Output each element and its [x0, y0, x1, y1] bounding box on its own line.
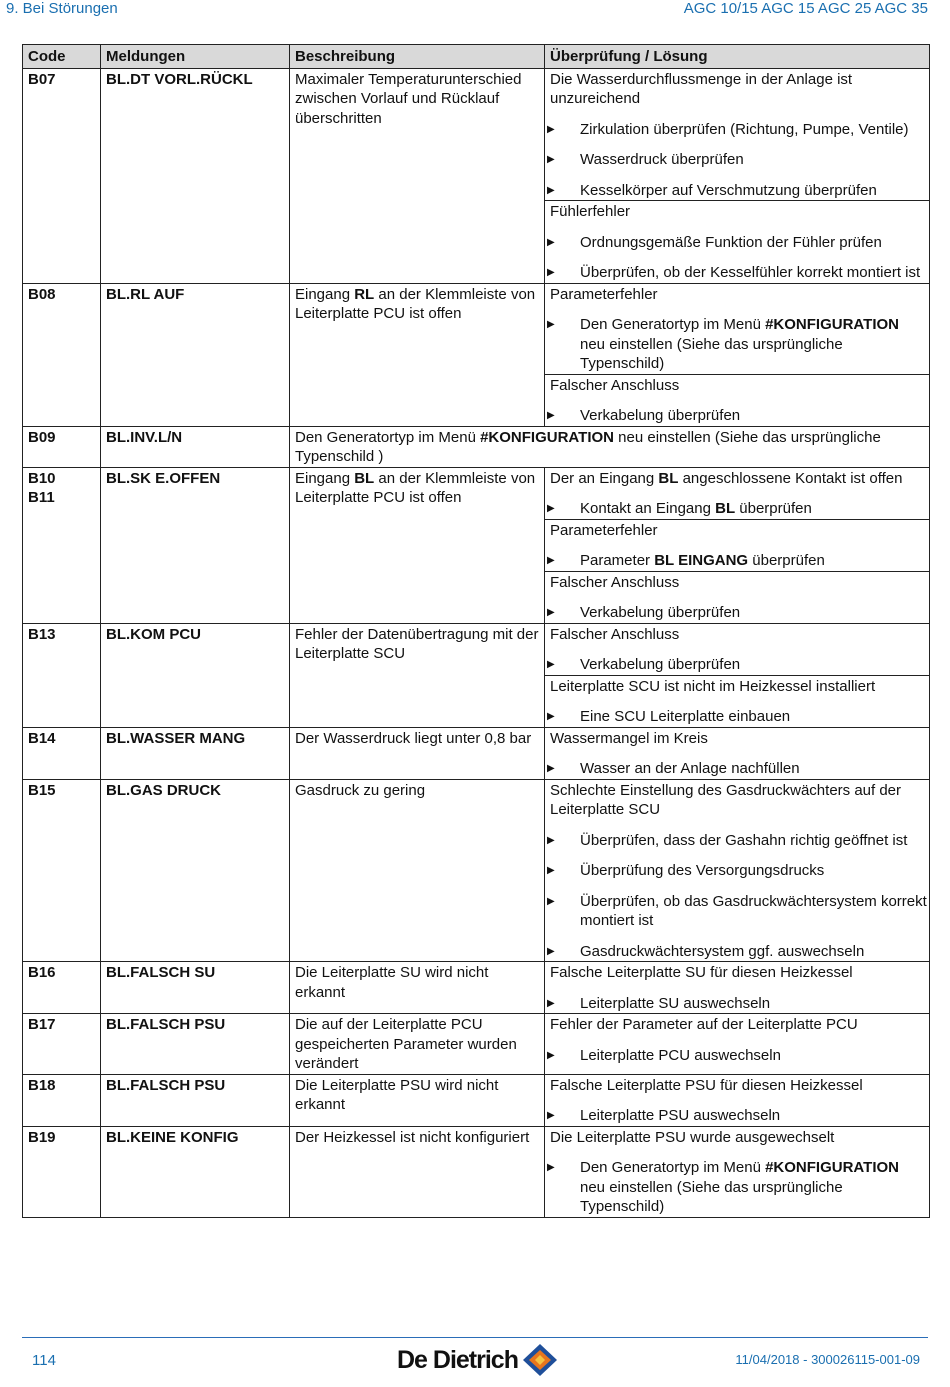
- solution-cell: [545, 1126, 930, 1217]
- arrow-bullet-icon: ▶: [547, 503, 555, 514]
- text-part: Parameter: [580, 552, 655, 569]
- table-row: [23, 1126, 930, 1217]
- arrow-bullet-icon: ▶: [547, 945, 555, 957]
- text-part: Den Generatortyp im Menü: [295, 428, 481, 446]
- list-item: [545, 263, 929, 283]
- solution-cell: [545, 68, 930, 283]
- keyword: RL: [354, 285, 375, 303]
- solution-cause: Schlechte Einstellung des Gasdruckwächters auf der Leiterplatte SCU: [550, 781, 902, 818]
- solution-cause: Falscher Anschluss: [545, 374, 929, 396]
- solution-cause: Fehler der Parameter auf der Leiterplatte PCU: [550, 1016, 858, 1033]
- page-number: 114: [32, 1352, 56, 1369]
- col-code-header: Code: [23, 45, 101, 69]
- arrow-bullet-icon: ▶: [547, 1162, 555, 1173]
- step-text: Wasser an der Anlage nachfüllen: [580, 760, 800, 777]
- list-item: [545, 551, 929, 571]
- arrow-bullet-icon: ▶: [547, 123, 555, 135]
- list-item: [545, 1158, 929, 1217]
- model-list: AGC 10/15 AGC 15 AGC 25 AGC 35: [683, 0, 928, 17]
- table-row: [23, 426, 930, 467]
- keyword: BL EINGANG: [654, 552, 749, 569]
- error-code: [23, 1074, 101, 1126]
- brand-name: De Dietrich: [397, 1345, 518, 1374]
- text-part: an der Klemmleiste von Leiterplatte PCU ist offen: [295, 285, 536, 322]
- code-text: B16: [28, 964, 56, 981]
- table-row: [23, 1014, 930, 1075]
- error-code: [23, 283, 101, 426]
- error-description: Der Wasserdruck liegt unter 0,8 bar: [290, 727, 545, 779]
- solution-block: [545, 780, 929, 962]
- code-text: B15: [28, 781, 56, 799]
- table-row: [23, 467, 930, 623]
- code-text: B09: [28, 428, 56, 446]
- text-part: neu einstellen (Siehe das ursprüngliche Typenschild): [580, 1178, 843, 1215]
- error-code: [23, 1014, 101, 1075]
- solution-steps: [545, 603, 929, 623]
- error-message: BL.WASSER MANG: [101, 727, 290, 779]
- text-part: überprüfen: [735, 500, 812, 517]
- solution-steps: [545, 831, 929, 962]
- list-item: [545, 707, 929, 727]
- list-item: [545, 994, 929, 1014]
- code-text: B10: [28, 469, 56, 487]
- keyword: #KONFIGURATION: [480, 428, 614, 446]
- list-item: [545, 315, 929, 374]
- solution-cell: [545, 467, 930, 623]
- list-item: [545, 1046, 929, 1066]
- step-text: Leiterplatte PSU auswechseln: [580, 1107, 781, 1124]
- solution-block: [545, 1075, 929, 1126]
- arrow-bullet-icon: ▶: [547, 184, 555, 196]
- solution-steps: [545, 1106, 929, 1126]
- step-text: Überprüfung des Versorgungsdrucks: [580, 862, 825, 879]
- solution-block: [545, 624, 929, 675]
- arrow-bullet-icon: ▶: [547, 895, 555, 907]
- step-text: [580, 552, 825, 569]
- solution-cell: [545, 779, 930, 962]
- list-item: [545, 406, 929, 426]
- table-header-row: [23, 45, 930, 69]
- error-table: [22, 44, 930, 1218]
- solution-block: [545, 69, 929, 201]
- arrow-bullet-icon: ▶: [547, 997, 555, 1009]
- arrow-bullet-icon: ▶: [547, 555, 555, 566]
- text-part: Der an Eingang: [550, 469, 659, 487]
- solution-block: [545, 519, 929, 571]
- text-part: angeschlossene Kontakt ist offen: [678, 469, 903, 487]
- document-reference: 11/04/2018 - 300026115-001-09: [735, 1352, 920, 1367]
- error-description: [290, 283, 545, 426]
- text-part: Den Generatortyp im Menü: [580, 1159, 766, 1176]
- footer-rule: [22, 1337, 928, 1338]
- keyword: BL: [658, 469, 679, 487]
- arrow-bullet-icon: ▶: [547, 834, 555, 846]
- error-code: [23, 68, 101, 283]
- solution-steps: [545, 1158, 929, 1217]
- text-part: Eingang: [295, 469, 355, 487]
- step-text: Zirkulation überprüfen (Richtung, Pumpe, Ventile): [580, 120, 909, 138]
- code-text: B08: [28, 285, 56, 303]
- arrow-bullet-icon: ▶: [547, 711, 555, 722]
- solution-cause: Die Leiterplatte PSU wurde ausgewechselt: [550, 1128, 835, 1146]
- error-code: [23, 467, 101, 623]
- solution-block: [545, 728, 929, 779]
- step-text: Verkabelung überprüfen: [580, 407, 741, 424]
- list-item: [545, 892, 929, 931]
- table-row: [23, 68, 930, 283]
- error-message: BL.FALSCH PSU: [101, 1074, 290, 1126]
- step-text: Wasserdruck überprüfen: [580, 151, 744, 168]
- solution-cause: Fühlerfehler: [545, 200, 929, 222]
- step-text: [580, 500, 812, 517]
- text-part: Eingang: [295, 285, 355, 303]
- col-solution-header: Überprüfung / Lösung: [545, 45, 930, 69]
- solution-steps: [545, 1046, 929, 1066]
- solution-steps: [545, 120, 929, 201]
- error-code: [23, 1126, 101, 1217]
- solution-block: [545, 571, 929, 623]
- error-code: [23, 962, 101, 1014]
- list-item: [545, 150, 929, 170]
- table-row: [23, 962, 930, 1014]
- solution-cause: Falscher Anschluss: [545, 571, 929, 593]
- code-text: B07: [28, 70, 56, 88]
- step-text: Überprüfen, dass der Gashahn richtig geöffnet ist: [580, 831, 908, 849]
- error-message: BL.FALSCH SU: [101, 962, 290, 1014]
- solution-steps: [545, 406, 929, 426]
- arrow-bullet-icon: ▶: [547, 607, 555, 618]
- solution-cell: [545, 1014, 930, 1075]
- arrow-bullet-icon: ▶: [547, 154, 555, 165]
- solution-steps: [545, 759, 929, 779]
- code-text: B17: [28, 1016, 56, 1033]
- code-text: B19: [28, 1128, 56, 1146]
- solution-steps: [545, 551, 929, 571]
- list-item: [545, 831, 929, 851]
- table-row: [23, 623, 930, 727]
- arrow-bullet-icon: ▶: [547, 236, 555, 248]
- solution-cause: Die Wasserdurchflussmenge in der Anlage ist unzureichend: [550, 70, 853, 107]
- error-description: Maximaler Temperaturunterschied zwischen Vorlauf und Rücklauf überschritten: [290, 68, 545, 283]
- solution-cause: Parameterfehler: [550, 285, 658, 303]
- error-message: BL.KOM PCU: [101, 623, 290, 727]
- solution-steps: [545, 655, 929, 675]
- solution-steps: [545, 994, 929, 1014]
- solution-cause: Falsche Leiterplatte PSU für diesen Heizkessel: [550, 1076, 863, 1094]
- list-item: [545, 499, 929, 519]
- solution-cause: Wassermangel im Kreis: [550, 729, 708, 747]
- table-row: [23, 779, 930, 962]
- error-message: BL.DT VORL.RÜCKL: [101, 68, 290, 283]
- col-description-header: Beschreibung: [290, 45, 545, 69]
- table-row: [23, 1074, 930, 1126]
- arrow-bullet-icon: ▶: [547, 659, 555, 670]
- keyword: BL: [354, 469, 375, 487]
- col-message-header: Meldungen: [101, 45, 290, 69]
- list-item: [545, 759, 929, 779]
- solution-cause: Falscher Anschluss: [550, 625, 680, 643]
- keyword: #KONFIGURATION: [765, 316, 899, 333]
- error-code: [23, 727, 101, 779]
- solution-cell: [545, 727, 930, 779]
- text-part: neu einstellen (Siehe das ursprüngliche Typenschild ): [295, 428, 881, 465]
- brand-logo: [397, 1343, 558, 1377]
- step-text: Eine SCU Leiterplatte einbauen: [580, 708, 791, 725]
- list-item: [545, 861, 929, 881]
- step-text: Gasdruckwächtersystem ggf. auswechseln: [580, 942, 865, 960]
- step-text: Ordnungsgemäße Funktion der Fühler prüfen: [580, 233, 882, 251]
- code-text: B13: [28, 625, 56, 643]
- solution-cell: [545, 623, 930, 727]
- text-part: an der Klemmleiste von Leiterplatte PCU ist offen: [295, 469, 536, 506]
- error-description: Gasdruck zu gering: [290, 779, 545, 962]
- error-description: Die Leiterplatte PSU wird nicht erkannt: [290, 1074, 545, 1126]
- error-description: Fehler der Datenübertragung mit der Leiterplatte SCU: [290, 623, 545, 727]
- list-item: [545, 120, 929, 140]
- step-text: Verkabelung überprüfen: [580, 604, 741, 621]
- text-part: überprüfen: [748, 552, 825, 569]
- table-row: [23, 727, 930, 779]
- solution-cell: [545, 1074, 930, 1126]
- step-text: Überprüfen, ob das Gasdruckwächtersystem korrekt montiert ist: [580, 892, 927, 929]
- error-description: Die Leiterplatte SU wird nicht erkannt: [290, 962, 545, 1014]
- code-text: B11: [28, 489, 55, 506]
- error-code: [23, 779, 101, 962]
- solution-cause: Falsche Leiterplatte SU für diesen Heizkessel: [550, 964, 853, 981]
- solution-cell: [545, 283, 930, 426]
- arrow-bullet-icon: ▶: [547, 319, 555, 330]
- error-code: [23, 426, 101, 467]
- section-title: 9. Bei Störungen: [6, 0, 118, 17]
- solution-block: [545, 1014, 929, 1065]
- solution-steps: [545, 315, 929, 374]
- error-description: Die auf der Leiterplatte PCU gespeicherten Parameter wurden verändert: [290, 1014, 545, 1075]
- list-item: [545, 1106, 929, 1126]
- solution-block: [545, 200, 929, 283]
- error-message: BL.RL AUF: [101, 283, 290, 426]
- solution-cell: [545, 962, 930, 1014]
- error-message: BL.GAS DRUCK: [101, 779, 290, 962]
- solution-block: [545, 962, 929, 1013]
- arrow-bullet-icon: ▶: [547, 410, 555, 421]
- solution-block: [545, 468, 929, 519]
- solution-block: [545, 675, 929, 727]
- error-description: Der Heizkessel ist nicht konfiguriert: [290, 1126, 545, 1217]
- error-description: [290, 467, 545, 623]
- solution-steps: [545, 499, 929, 519]
- solution-steps: [545, 707, 929, 727]
- text-part: neu einstellen (Siehe das ursprüngliche Typenschild): [580, 335, 843, 372]
- solution-cause: Leiterplatte SCU ist nicht im Heizkessel installiert: [545, 675, 929, 697]
- step-text: [580, 1159, 899, 1215]
- code-text: B18: [28, 1076, 56, 1094]
- error-message: BL.SK E.OFFEN: [101, 467, 290, 623]
- error-message: BL.INV.L/N: [101, 426, 290, 467]
- list-item: [545, 233, 929, 253]
- keyword: BL: [715, 500, 736, 517]
- solution-block: [545, 374, 929, 426]
- solution-block: [545, 284, 929, 374]
- error-message: BL.KEINE KONFIG: [101, 1126, 290, 1217]
- step-text: Kesselkörper auf Verschmutzung überprüfen: [580, 181, 877, 199]
- list-item: [545, 942, 929, 962]
- text-part: Kontakt an Eingang: [580, 500, 716, 517]
- text-part: Den Generatortyp im Menü: [580, 316, 766, 333]
- solution-cause: [545, 468, 929, 489]
- arrow-bullet-icon: ▶: [547, 865, 555, 876]
- list-item: [545, 181, 929, 201]
- step-text: Leiterplatte SU auswechseln: [580, 994, 771, 1012]
- table-row: [23, 283, 930, 426]
- arrow-bullet-icon: ▶: [547, 763, 555, 774]
- solution-steps: [545, 233, 929, 283]
- solution-cause: Parameterfehler: [545, 519, 929, 541]
- code-text: B14: [28, 729, 56, 747]
- arrow-bullet-icon: ▶: [547, 1049, 555, 1061]
- step-text: [580, 316, 899, 372]
- step-text: Leiterplatte PCU auswechseln: [580, 1046, 781, 1064]
- step-text: Verkabelung überprüfen: [580, 656, 741, 673]
- error-description: [290, 426, 930, 467]
- brand-diamond-icon: [522, 1343, 558, 1377]
- solution-block: [545, 1127, 929, 1217]
- error-code: [23, 623, 101, 727]
- step-text: Überprüfen, ob der Kesselfühler korrekt montiert ist: [580, 264, 921, 281]
- list-item: [545, 603, 929, 623]
- error-message: BL.FALSCH PSU: [101, 1014, 290, 1075]
- arrow-bullet-icon: ▶: [547, 267, 555, 278]
- arrow-bullet-icon: ▶: [547, 1110, 555, 1121]
- list-item: [545, 655, 929, 675]
- keyword: #KONFIGURATION: [765, 1159, 899, 1176]
